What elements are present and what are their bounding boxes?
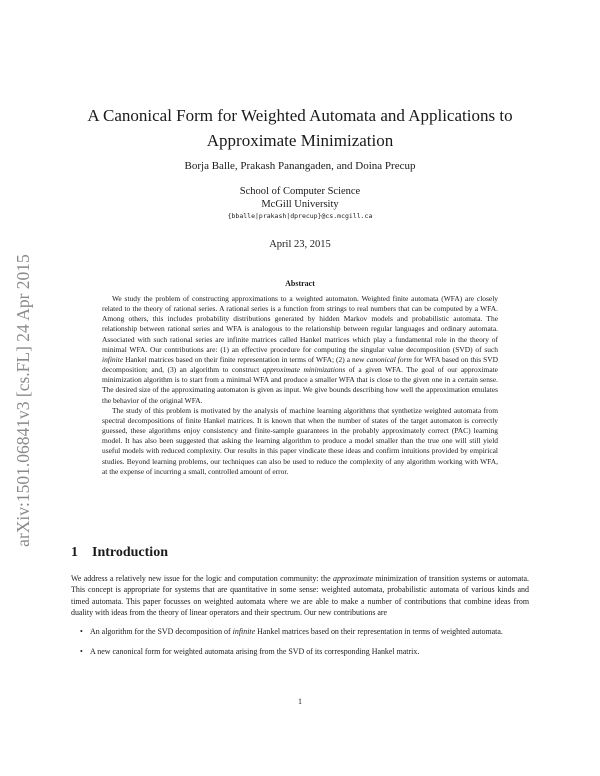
page-number: 1 [298, 697, 302, 706]
bullet-text: An algorithm for the SVD decomposition of [90, 626, 233, 636]
bullet-text: A new canonical form for weighted automata arising from the SVD of its corresponding Hankel matrix. [90, 647, 420, 657]
abstract-text: of a given WFA. The goal of our approximate minimization algorithm is to start from a minimal WFA and produce a smaller WFA that is close to the given one in a certain sense. The desired size of the approximating automaton is given as input. We give bounds describing how well the approximation emulates the behavior of the original WFA. [102, 365, 498, 405]
abstract-body [102, 294, 498, 477]
abstract-emphasis: approximate minimizations [262, 365, 346, 375]
paper-date: April 23, 2015 [269, 239, 331, 250]
intro-text: minimization of transition systems or automata. This concept is appropriate for systems that are quantitative in some sense: weighted automata, probabilistic automata of various kinds and timed automata. This paper focusses on weighted automata where we are able to make a number of contributions that combine ideas from duality with ideas from the theory of linear operators and their spectrum. Our new contributions are [71, 574, 529, 618]
bullet-icon: • [80, 647, 83, 657]
intro-emphasis: approximate [333, 574, 373, 583]
abstract-emphasis: canonical form [366, 354, 412, 364]
abstract-paragraph-1 [102, 294, 498, 406]
paper-title [70, 103, 530, 153]
abstract-text: We study the problem of constructing approximations to a weighted automaton. Weighted finite automata (WFA) are closely related to the theory of rational series. A rational series is a function from strings to real numbers that can be computed by a WFA. Among others, this includes probability distributions generated by hidden Markov models and probabilistic automata. The relationship between rational series and WFA is analogous to the relationship between regular languages and ordinary automata. Associated with such rational series are infinite matrices called Hankel matrices which play a fundamental role in the theory of minimal WFA. Our contributions are: (1) an effective procedure for computing the singular value decomposition (SVD) of such [102, 294, 498, 354]
abstract-text: for WFA based on this SVD decomposition; and, (3) an algorithm to construct [102, 354, 498, 375]
affiliation-university: McGill University [261, 199, 339, 210]
section-number: 1 [71, 545, 78, 560]
intro-text: We address a relatively new issue for the logic and computation community: the [71, 574, 334, 583]
section-title: Introduction [92, 545, 168, 560]
list-item [71, 646, 529, 657]
abstract-paragraph-2: The study of this problem is motivated by the analysis of machine learning algorithms that synthetize weighted automata from spectral decompositions of finite Hankel matrices. It is known that when the number of states of the target automaton is correctly guessed, these algorithms enjoy consistency and finite-sample guarantees in the probably approximately correct (PAC) learning model. It has also been suggested that asking the learning algorithm to produce a model smaller than the true one will still yield useful models with reduced complexity. Our results in this paper vindicate these ideas and confirm intuitions provided by empirical studies. Beyond learning problems, our techniques can also be used to reduce the complexity of any algorithm working with WFA, at the expense of incurring a small, controlled amount of error. [102, 405, 498, 476]
arxiv-identifier: arXiv:1501.06841v3 [cs.FL] 24 Apr 2015 [12, 253, 33, 547]
introduction-body [71, 573, 529, 666]
bullet-icon: • [80, 626, 83, 636]
affiliation [70, 185, 530, 211]
contributions-list [71, 626, 529, 658]
abstract-emphasis: infinite [102, 354, 124, 364]
title-line-1: A Canonical Form for Weighted Automata and Applications to [87, 106, 513, 125]
title-line-2: Approximate Minimization [206, 131, 394, 150]
arxiv-sidebar [8, 205, 38, 595]
list-item [71, 626, 529, 637]
intro-paragraph [71, 573, 529, 619]
bullet-emphasis: infinite [232, 626, 256, 636]
abstract-text: Hankel matrices based on their finite representation in terms of WFA; (2) a new [123, 354, 367, 364]
author-emails: {bballe|prakash|dprecup}@cs.mcgill.ca [227, 212, 373, 220]
authors: Borja Balle, Prakash Panangaden, and Doina Precup [184, 160, 416, 172]
bullet-text: Hankel matrices based on their representation in terms of weighted automata. [255, 626, 503, 636]
abstract-heading: Abstract [285, 279, 315, 288]
affiliation-school: School of Computer Science [239, 186, 361, 197]
section-heading [71, 545, 168, 561]
